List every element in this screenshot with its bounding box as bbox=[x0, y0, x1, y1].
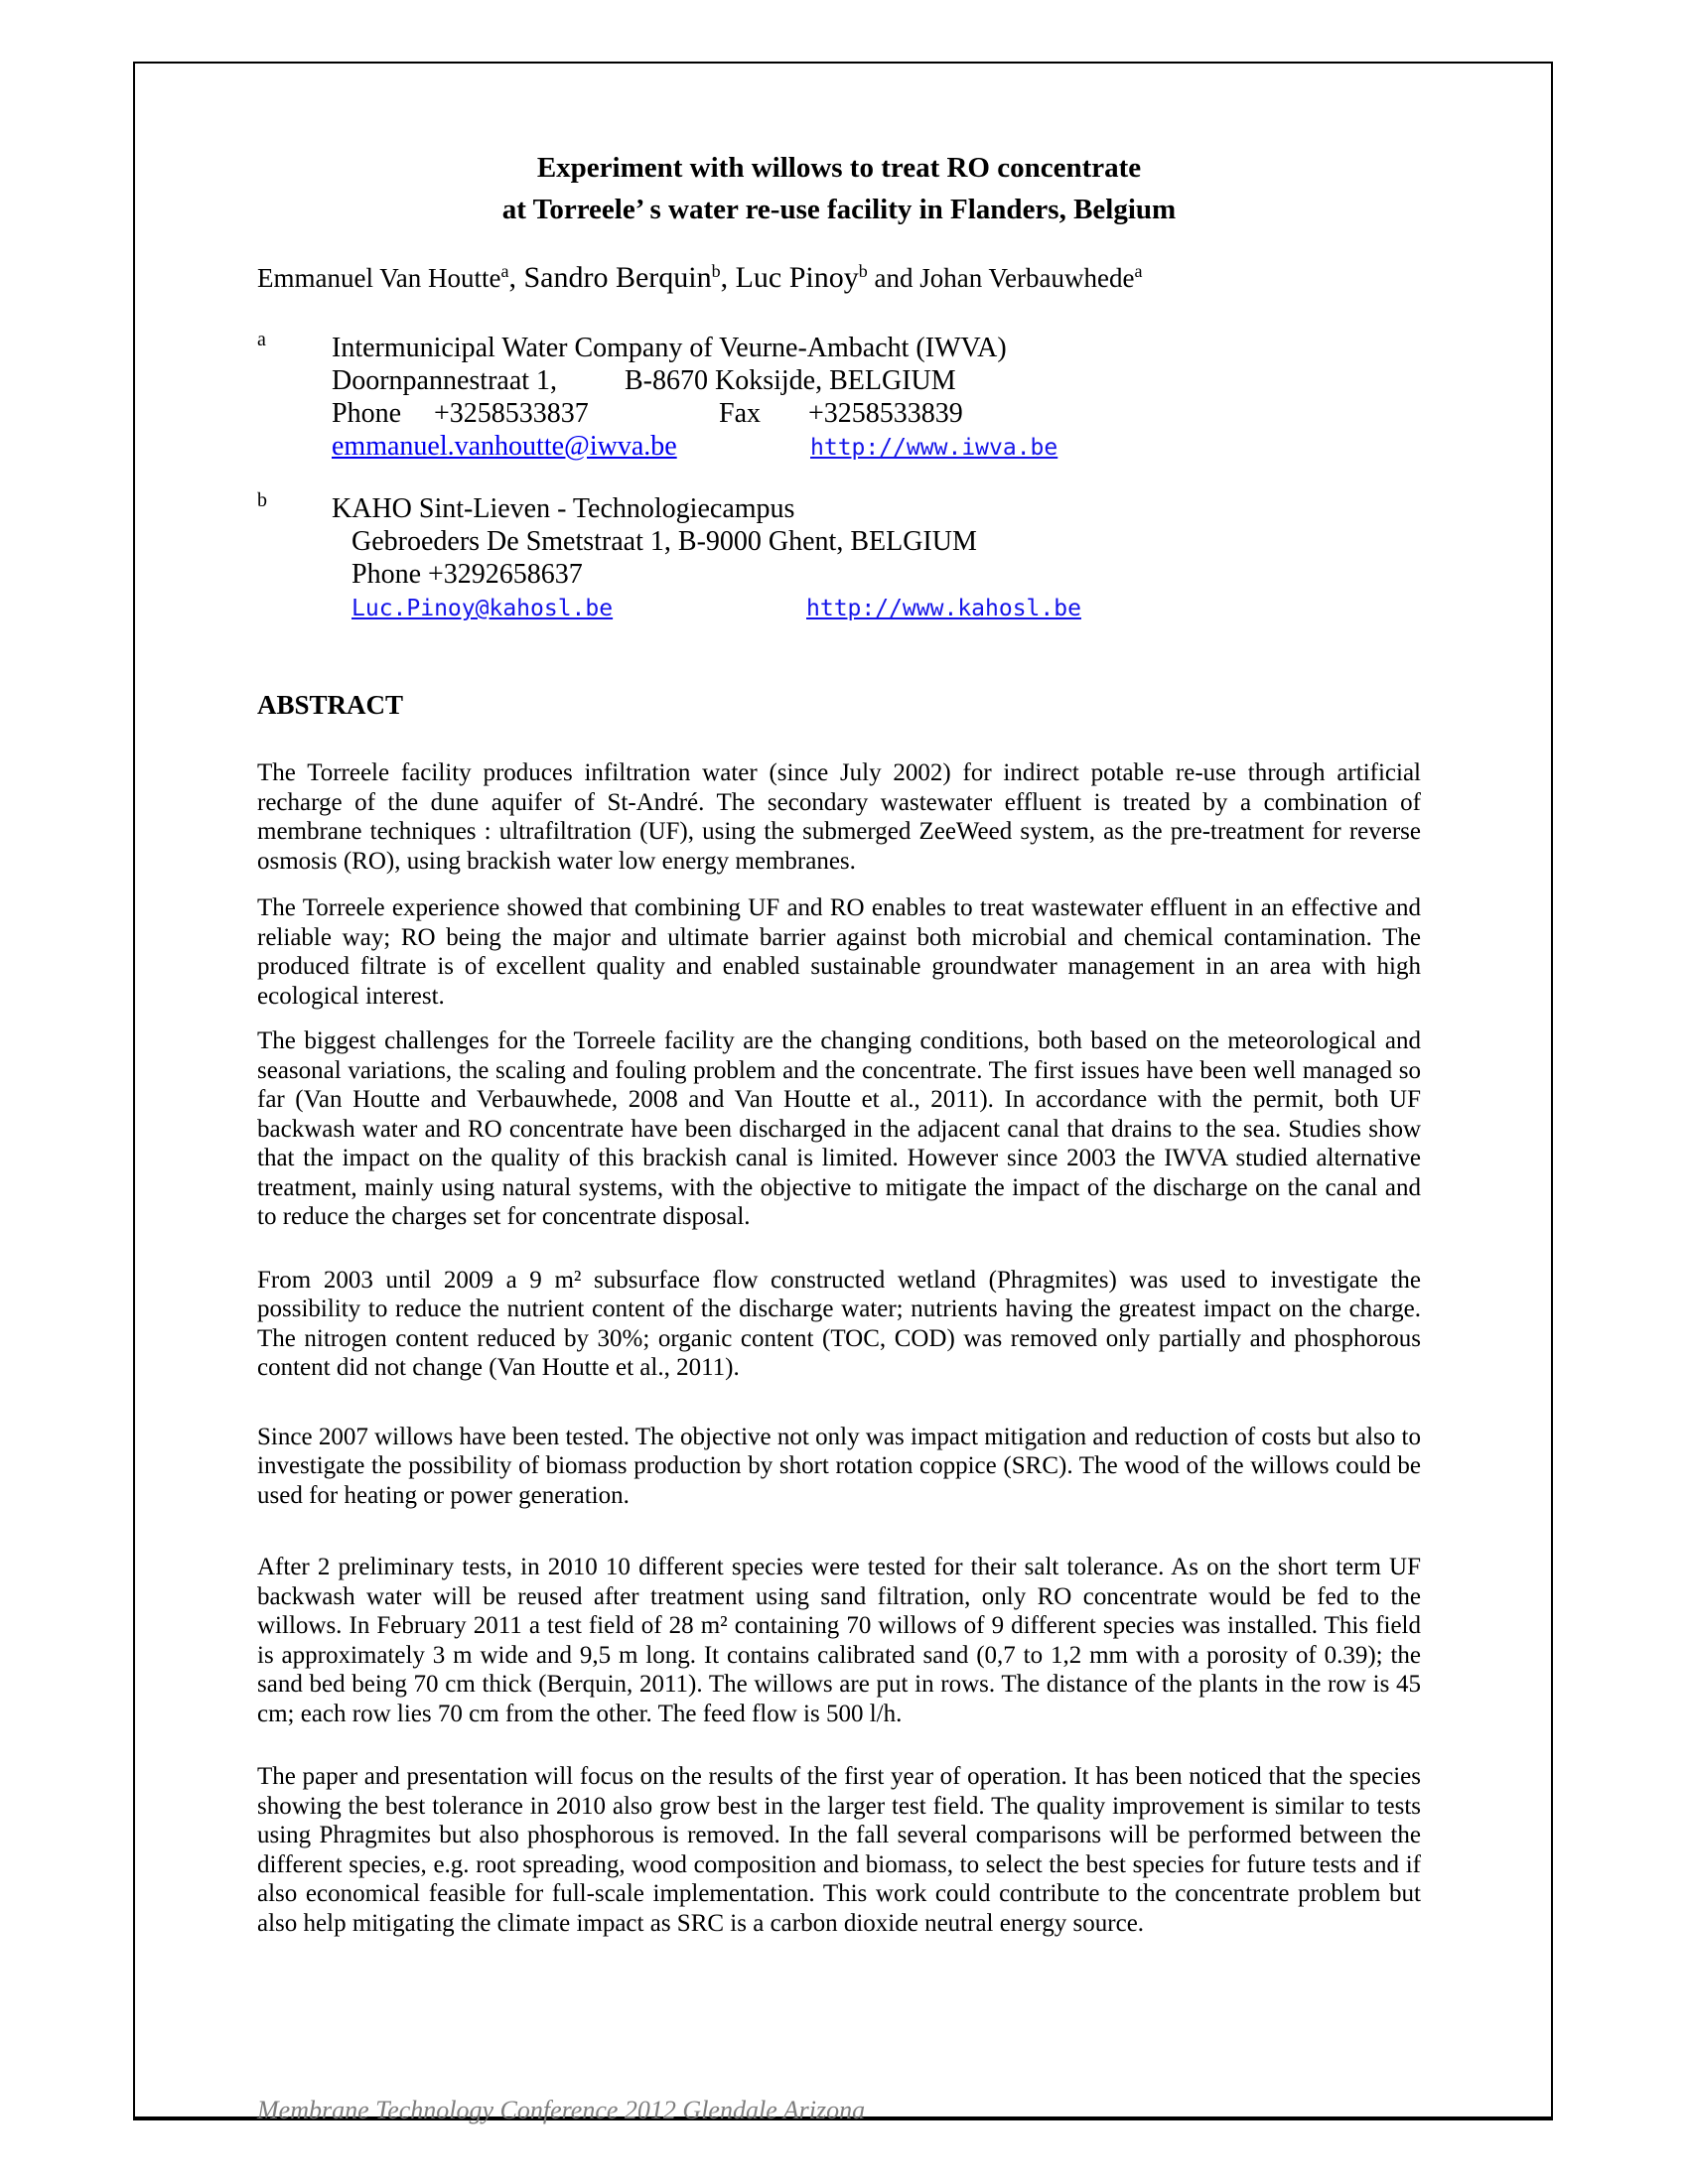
phone-number: +3258533837 bbox=[434, 398, 589, 429]
author-separator-3: and bbox=[867, 263, 920, 293]
page-content bbox=[135, 147, 1421, 1938]
abstract-paragraph-1: The Torreele facility produces infiltration water (since July 2002) for indirect potable re-use through artificial recharge of the dune aquifer of St-André. The secondary wastewater effluent is treated by a combination of membrane techniques : ultrafiltration (UF), using the submerged ZeeWeed system, as the pre-treatment for reverse osmosis (RO), using brackish water low energy membranes. bbox=[257, 759, 1421, 875]
fax-label: Fax bbox=[719, 398, 761, 429]
affiliation-a-street: Doornpannestraat 1, bbox=[332, 365, 558, 396]
paper-title-line2: at Torreele’ s water re-use facility in Flanders, Belgium bbox=[501, 194, 1177, 225]
page-border bbox=[133, 62, 1553, 2124]
affiliation-b-links bbox=[352, 591, 1421, 625]
affiliation-a bbox=[257, 329, 1421, 465]
affiliation-b-street: Gebroeders De Smetstraat 1, B-9000 Ghent, BELGIUM bbox=[352, 526, 977, 557]
abstract-heading: ABSTRACT bbox=[257, 690, 404, 720]
paper-title-line1: Experiment with willows to treat RO concentrate bbox=[536, 152, 1142, 184]
email-link-iwva[interactable]: emmanuel.vanhoutte@iwva.be bbox=[332, 431, 677, 462]
author-affil-mark-4: a bbox=[1134, 261, 1143, 281]
abstract-paragraph-7: The paper and presentation will focus on the results of the first year of operation. It has been noticed that the species showing the best tolerance in 2010 also grow best in the larger test field. The quality improvement is similar to tests using Phragmites but also phosphorous is removed. In the fall several comparisons will be performed between the different species, e.g. root spreading, wood composition and biomass, to select the best species for future tests and if also economical feasible for full-scale implementation. This work could contribute to the concentrate problem but also help mitigating the climate impact as SRC is a carbon dioxide neutral energy source. bbox=[257, 1763, 1421, 1937]
paper-title bbox=[257, 147, 1421, 230]
affiliation-b-phone: Phone +3292658637 bbox=[352, 559, 583, 590]
author-name-1: Emmanuel Van Houtte bbox=[257, 263, 501, 293]
author-affil-mark-2: b bbox=[711, 261, 721, 281]
abstract-paragraph-3: The biggest challenges for the Torreele facility are the changing conditions, both based on the meteorological and seasonal variations, the scaling and fouling problem and the concentrate. The first issues have been well managed so far (Van Houtte and Verbauwhede, 2008 and Van Houtte et al., 2011). In accordance with the permit, both UF backwash water and RO concentrate have been discharged in the adjacent canal that drains to the sea. Studies show that the impact on the quality of this brackish canal is limited. However since 2003 the IWVA studied alternative treatment, mainly using natural systems, with the objective to mitigate the impact of the discharge on the canal and to reduce the charges set for concentrate disposal. bbox=[257, 1027, 1421, 1230]
affiliation-a-phone-fax bbox=[332, 397, 1421, 430]
abstract-paragraph-5: Since 2007 willows have been tested. The objective not only was impact mitigation and reduction of costs but also to investigate the possibility of biomass production by short rotation coppice (SRC). The wood of the willows could be used for heating or power generation. bbox=[257, 1423, 1421, 1509]
phone-label: Phone bbox=[332, 398, 401, 429]
website-link-iwva[interactable]: http://www.iwva.be bbox=[810, 435, 1058, 461]
affiliation-b-marker: b bbox=[257, 489, 267, 511]
email-link-kahosl[interactable]: Luc.Pinoy@kahosl.be bbox=[352, 596, 614, 621]
affiliation-b-org: KAHO Sint-Lieven - Technologiecampus bbox=[332, 493, 795, 524]
author-affil-mark-3: b bbox=[858, 261, 868, 281]
abstract-paragraph-2: The Torreele experience showed that combining UF and RO enables to treat wastewater effluent in an effective and reliable way; RO being the major and ultimate barrier against both microbial and chemical contamination. The produced filtrate is of excellent quality and enabled sustainable groundwater management in an area with high ecological interest. bbox=[257, 894, 1421, 1010]
affiliation-a-marker: a bbox=[257, 329, 266, 350]
affiliation-a-org: Intermunicipal Water Company of Veurne-Ambacht (IWVA) bbox=[332, 333, 1007, 363]
affiliation-b bbox=[257, 489, 1421, 625]
footer-conference-note: Membrane Technology Conference 2012 Glendale Arizona bbox=[257, 2096, 866, 2124]
author-separator-2: , bbox=[720, 261, 736, 294]
affiliation-a-city: B-8670 Koksijde, BELGIUM bbox=[625, 365, 956, 396]
author-name-3: Luc Pinoy bbox=[735, 261, 859, 294]
website-link-kahosl[interactable]: http://www.kahosl.be bbox=[806, 596, 1081, 621]
author-affil-mark-1: a bbox=[500, 261, 509, 281]
fax-number: +3258533839 bbox=[808, 398, 963, 429]
author-name-2: Sandro Berquin bbox=[523, 261, 712, 294]
author-name-4: Johan Verbauwhede bbox=[919, 263, 1135, 293]
authors-line bbox=[257, 260, 1421, 296]
affiliation-a-address bbox=[332, 364, 1421, 397]
abstract-paragraph-4: From 2003 until 2009 a 9 m² subsurface flow constructed wetland (Phragmites) was used to investigate the possibility to reduce the nutrient content of the discharge water; nutrients having the greatest impact on the charge. The nitrogen content reduced by 30%; organic content (TOC, COD) was removed only partially and phosphorous content did not change (Van Houtte et al., 2011). bbox=[257, 1266, 1421, 1381]
affiliation-a-links bbox=[332, 430, 1421, 465]
author-separator-1: , bbox=[508, 261, 524, 294]
abstract-paragraph-6: After 2 preliminary tests, in 2010 10 different species were tested for their salt tolerance. As on the short term UF backwash water will be reused after treatment using sand filtration, only RO concentrate would be fed to the willows. In February 2011 a test field of 28 m² containing 70 willows of 9 different species was installed. This field is approximately 3 m wide and 9,5 m long. It contains calibrated sand (0,7 to 1,2 mm with a porosity of 0.39); the sand bed being 70 cm thick (Berquin, 2011). The willows are put in rows. The distance of the plants in the row is 45 cm; each row lies 70 cm from the other. The feed flow is 500 l/h. bbox=[257, 1554, 1421, 1727]
